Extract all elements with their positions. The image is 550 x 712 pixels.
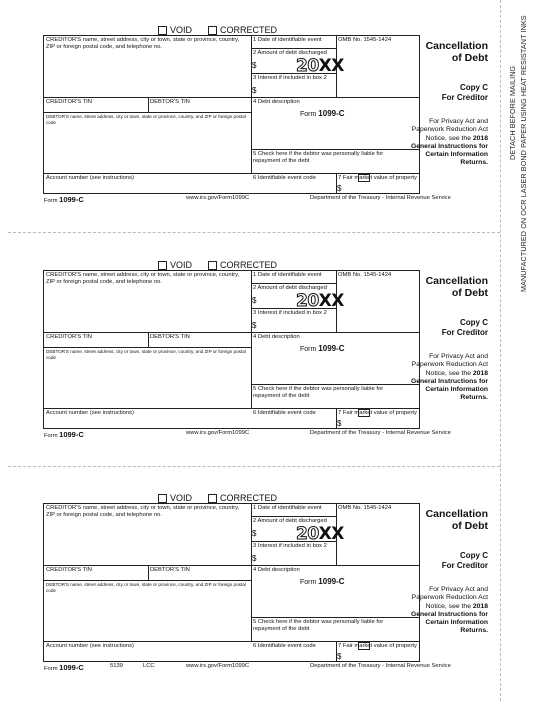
- box6-label: 6 Identifiable event code: [253, 175, 316, 181]
- creditor-tin-label: CREDITOR'S TIN: [46, 99, 92, 105]
- notice-plain: For Privacy Act and Paperwork Reduction Act Notice, see the: [411, 118, 488, 142]
- box7-dollar: $: [337, 652, 342, 661]
- title-line1: Cancellation: [425, 508, 488, 520]
- grid-line: [44, 112, 251, 113]
- notice-plain: For Privacy Act and Paperwork Reduction Act Notice, see the: [411, 353, 488, 377]
- omb-number: OMB No. 1545-1424: [338, 272, 392, 278]
- box5-label: 5 Check here if the debtor was personally liable for repayment of the debt: [253, 619, 384, 632]
- footer-form-id: [44, 663, 84, 672]
- form-word: Form: [300, 579, 317, 586]
- footer-form-number: 1099-C: [59, 663, 84, 672]
- grid-line: [251, 283, 336, 284]
- grid-line: [44, 565, 420, 566]
- copy-for: For Creditor: [441, 328, 488, 337]
- footer-department: Department of the Treasury - Internal Revenue Service: [310, 430, 451, 436]
- void-checkbox[interactable]: [158, 26, 167, 35]
- corrected-checkbox[interactable]: [208, 261, 217, 270]
- form-number: 1099-C: [318, 109, 345, 118]
- footer-form-id: [44, 195, 84, 204]
- grid-line: [148, 332, 149, 347]
- tax-year: [296, 524, 344, 544]
- void-corrected-row: [158, 493, 277, 503]
- footer-url: www.irs.gov/Form1099C: [186, 430, 250, 436]
- box2-label: 2 Amount of debt discharged: [253, 285, 327, 291]
- void-corrected-row: [158, 260, 277, 270]
- box3-label: 3 Interest if included in box 2: [253, 543, 327, 549]
- form-word: Form: [300, 111, 317, 118]
- box7-label: 7 Fair market value of property: [338, 410, 417, 416]
- box5-checkbox[interactable]: [358, 409, 370, 417]
- box3-dollar: $: [252, 321, 257, 330]
- form-name-header: [300, 109, 345, 118]
- grid-line: [44, 580, 251, 581]
- notice-plain: For Privacy Act and Paperwork Reduction Act Notice, see the: [411, 586, 488, 610]
- box3-label: 3 Interest if included in box 2: [253, 75, 327, 81]
- notice-bold: 2018 General Instructions for Certain Information Returns.: [410, 602, 488, 635]
- title-line2: of Debt: [451, 52, 488, 64]
- box5-checkbox[interactable]: [358, 174, 370, 182]
- box2-dollar: $: [252, 296, 257, 305]
- box5-label: 5 Check here if the debtor was personally liable for repayment of the debt: [253, 386, 384, 399]
- detach-notice: DETACH BEFORE MAILING: [508, 65, 517, 160]
- title-line1: Cancellation: [425, 275, 488, 287]
- copy-heading: [442, 551, 488, 571]
- tax-year: [296, 291, 344, 311]
- box1-label: 1 Date of identifiable event: [253, 272, 322, 278]
- box5-checkbox[interactable]: [358, 642, 370, 650]
- void-checkbox[interactable]: [158, 494, 167, 503]
- footer-url: www.irs.gov/Form1099C: [186, 663, 250, 669]
- void-checkbox[interactable]: [158, 261, 167, 270]
- creditor-tin-label: CREDITOR'S TIN: [46, 334, 92, 340]
- void-label: VOID: [170, 493, 193, 503]
- vertical-perforation: [500, 0, 501, 701]
- copy-heading: [442, 83, 488, 103]
- form-grid: [43, 35, 420, 194]
- grid-line: [148, 97, 149, 112]
- form-word: Form: [300, 346, 317, 353]
- copy-heading: [442, 318, 488, 338]
- debtor-name-label: DEBTOR'S name, street address, city or town, state or province, country, and ZIP or foreign postal code: [46, 349, 246, 360]
- footer-form-word: Form: [44, 198, 58, 204]
- grid-line: [44, 332, 420, 333]
- box6-label: 6 Identifiable event code: [253, 643, 316, 649]
- privacy-notice: [403, 118, 488, 168]
- box7-dollar: $: [337, 419, 342, 428]
- form-copy: [0, 490, 500, 712]
- footer-code-lcc: LCC: [143, 663, 155, 669]
- box2-label: 2 Amount of debt discharged: [253, 50, 327, 56]
- year-suffix: XX: [318, 56, 344, 76]
- creditor-name-label: CREDITOR'S name, street address, city or town, state or province, country, ZIP or foreign postal code, and telephone no.: [46, 505, 240, 518]
- grid-line: [251, 384, 420, 385]
- grid-line: [251, 149, 420, 150]
- corrected-label: CORRECTED: [220, 493, 278, 503]
- form-title: [398, 508, 488, 532]
- copy-label: Copy C: [460, 83, 488, 92]
- box4-label: 4 Debt description: [253, 567, 300, 573]
- box3-dollar: $: [252, 86, 257, 95]
- form-grid: [43, 503, 420, 662]
- year-suffix: XX: [318, 291, 344, 311]
- box5-label: 5 Check here if the debtor was personally liable for repayment of the debt: [253, 151, 384, 164]
- box1-label: 1 Date of identifiable event: [253, 37, 322, 43]
- grid-line: [251, 36, 252, 173]
- form-title: [398, 40, 488, 64]
- footer-url: www.irs.gov/Form1099C: [186, 195, 250, 201]
- year-prefix: 20: [296, 56, 319, 76]
- box2-label: 2 Amount of debt discharged: [253, 518, 327, 524]
- privacy-notice: [403, 586, 488, 636]
- form-copy: [0, 257, 500, 479]
- notice-bold: 2018 General Instructions for Certain Information Returns.: [410, 134, 488, 167]
- box6-label: 6 Identifiable event code: [253, 410, 316, 416]
- year-prefix: 20: [296, 524, 319, 544]
- box3-label: 3 Interest if included in box 2: [253, 310, 327, 316]
- footer-form-number: 1099-C: [59, 195, 84, 204]
- copy-for: For Creditor: [441, 561, 488, 570]
- omb-number: OMB No. 1545-1424: [338, 505, 392, 511]
- footer-form-word: Form: [44, 433, 58, 439]
- grid-line: [251, 48, 336, 49]
- copy-for: For Creditor: [441, 93, 488, 102]
- creditor-name-label: CREDITOR'S name, street address, city or town, state or province, country, ZIP or foreign postal code, and telephone no.: [46, 272, 240, 285]
- privacy-notice: [403, 353, 488, 403]
- void-label: VOID: [170, 25, 193, 35]
- footer-form-word: Form: [44, 666, 58, 672]
- debtor-tin-label: DEBTOR'S TIN: [150, 567, 190, 573]
- box2-dollar: $: [252, 529, 257, 538]
- box4-label: 4 Debt description: [253, 99, 300, 105]
- account-number-label: Account number (see instructions): [46, 175, 134, 181]
- footer-form-number: 1099-C: [59, 430, 84, 439]
- creditor-tin-label: CREDITOR'S TIN: [46, 567, 92, 573]
- corrected-checkbox[interactable]: [208, 494, 217, 503]
- corrected-checkbox[interactable]: [208, 26, 217, 35]
- title-line1: Cancellation: [425, 40, 488, 52]
- void-label: VOID: [170, 260, 193, 270]
- void-corrected-row: [158, 25, 277, 35]
- box4-label: 4 Debt description: [253, 334, 300, 340]
- title-line2: of Debt: [451, 520, 488, 532]
- footer-form-id: [44, 430, 84, 439]
- form-name-header: [300, 344, 345, 353]
- footer-code-5139: 5139: [110, 663, 123, 669]
- debtor-tin-label: DEBTOR'S TIN: [150, 334, 190, 340]
- debtor-name-label: DEBTOR'S name, street address, city or town, state or province, country, and ZIP or foreign postal code: [46, 114, 246, 125]
- paper-notice: MANUFACTURED ON OCR LASER BOND PAPER USING HEAT RESISTANT INKS: [519, 15, 528, 292]
- box7-dollar: $: [337, 184, 342, 193]
- year-suffix: XX: [318, 524, 344, 544]
- form-number: 1099-C: [318, 344, 345, 353]
- footer-department: Department of the Treasury - Internal Revenue Service: [310, 195, 451, 201]
- corrected-label: CORRECTED: [220, 260, 278, 270]
- form-number: 1099-C: [318, 577, 345, 586]
- box7-label: 7 Fair market value of property: [338, 643, 417, 649]
- copy-label: Copy C: [460, 551, 488, 560]
- year-prefix: 20: [296, 291, 319, 311]
- account-number-label: Account number (see instructions): [46, 410, 134, 416]
- grid-line: [251, 271, 252, 408]
- account-number-label: Account number (see instructions): [46, 643, 134, 649]
- grid-line: [44, 347, 251, 348]
- form-title: [398, 275, 488, 299]
- grid-line: [251, 504, 252, 641]
- debtor-tin-label: DEBTOR'S TIN: [150, 99, 190, 105]
- box1-label: 1 Date of identifiable event: [253, 505, 322, 511]
- grid-line: [148, 565, 149, 580]
- form-name-header: [300, 577, 345, 586]
- tax-year: [296, 56, 344, 76]
- copy-label: Copy C: [460, 318, 488, 327]
- footer-department: Department of the Treasury - Internal Revenue Service: [310, 663, 451, 669]
- grid-line: [251, 516, 336, 517]
- grid-line: [44, 97, 420, 98]
- box7-label: 7 Fair market value of property: [338, 175, 417, 181]
- form-grid: [43, 270, 420, 429]
- box3-dollar: $: [252, 554, 257, 563]
- box2-dollar: $: [252, 61, 257, 70]
- grid-line: [251, 617, 420, 618]
- omb-number: OMB No. 1545-1424: [338, 37, 392, 43]
- form-copy: [0, 22, 500, 244]
- notice-bold: 2018 General Instructions for Certain Information Returns.: [410, 369, 488, 402]
- title-line2: of Debt: [451, 287, 488, 299]
- debtor-name-label: DEBTOR'S name, street address, city or town, state or province, country, and ZIP or foreign postal code: [46, 582, 246, 593]
- creditor-name-label: CREDITOR'S name, street address, city or town, state or province, country, ZIP or foreign postal code, and telephone no.: [46, 37, 240, 50]
- corrected-label: CORRECTED: [220, 25, 278, 35]
